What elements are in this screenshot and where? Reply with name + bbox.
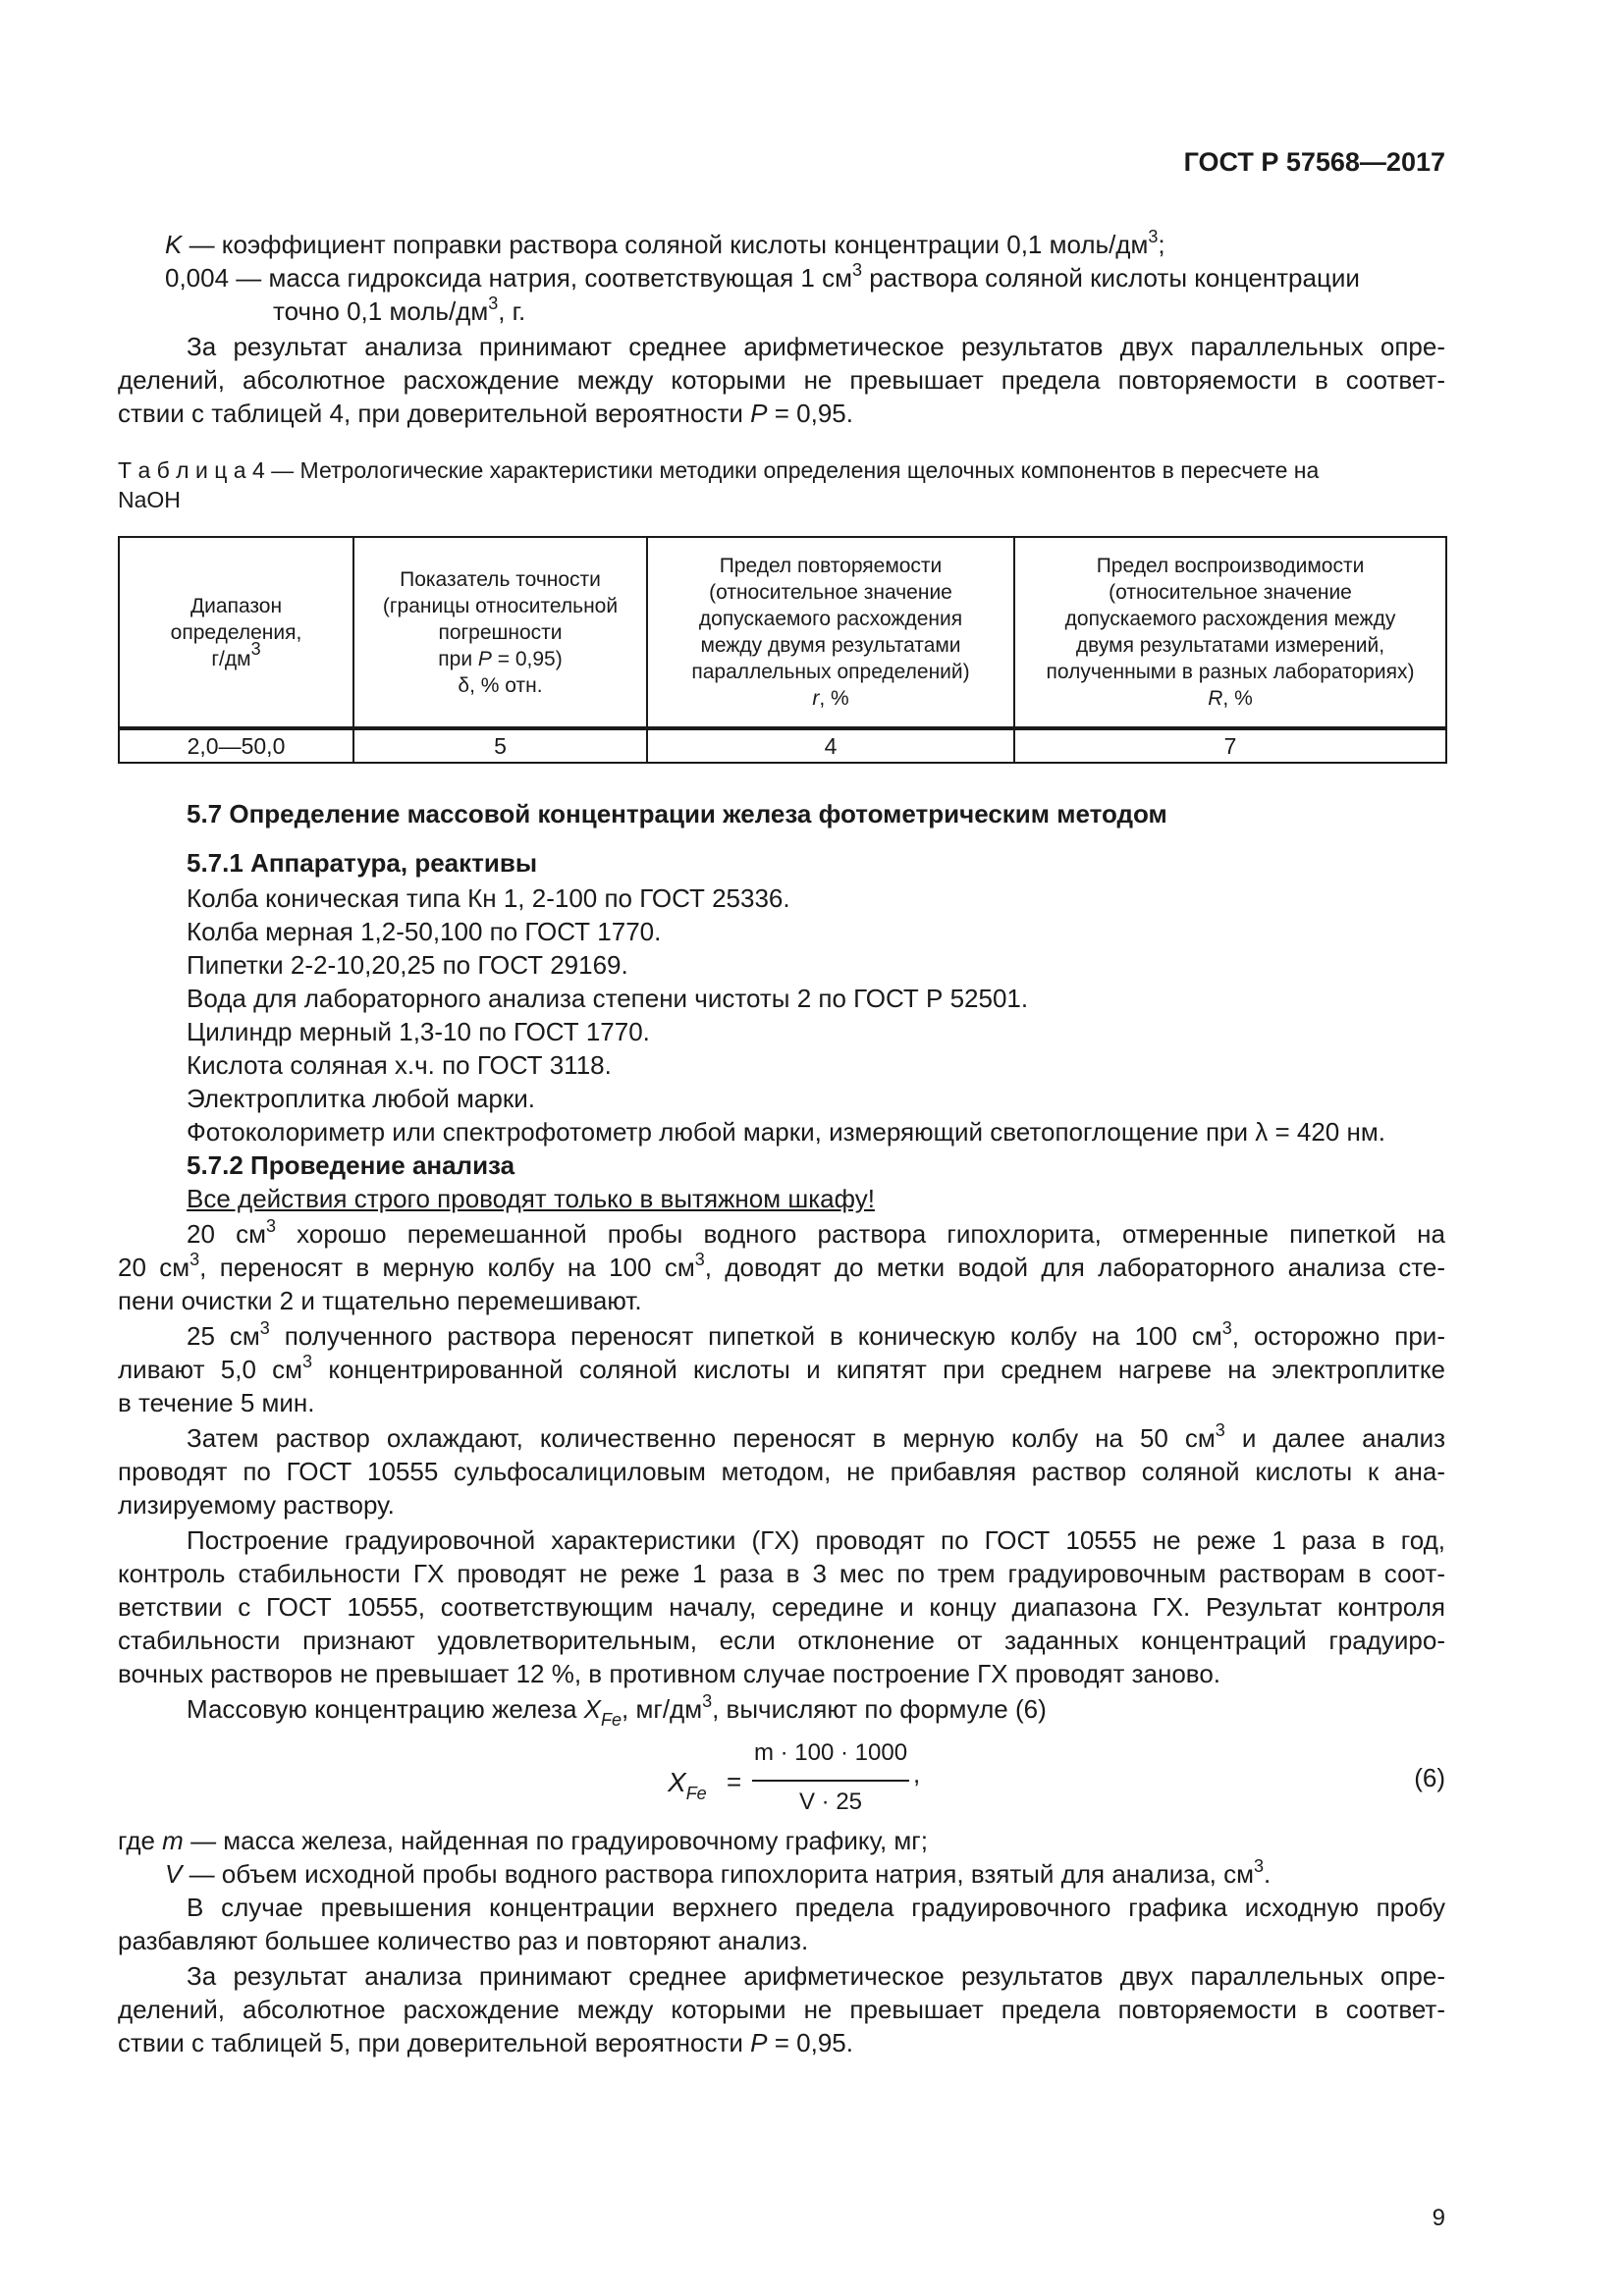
header-accuracy: Показатель точности (границы относительной погрешности при P = 0,95) δ, % отн. [353,537,647,728]
table-4 [118,536,1447,764]
list-item: Фотоколориметр или спектрофотометр любой марки, измеряющий светопоглощение при λ = 420 нм. [187,1117,1385,1147]
p2-line2: ливают 5,0 $см^3$ концентрированной соляной кислоты и кипятят при среднем нагреве на электроплитке [118,1352,1446,1384]
list-item: Колба мерная 1,2-50,100 по ГОСТ 1770. [187,917,662,946]
where-v: V — объем исходной пробы водного раствора гипохлорита натрия, взятый для анализа, $см^3$. [165,1856,1272,1889]
p4-line3: ветствии с ГОСТ 10555, соответствующим началу, середине и концу диапазона ГХ. Результат контроля [118,1592,1445,1622]
p2-line3: в течение 5 мин. [118,1388,315,1417]
fraction-bar [752,1780,909,1782]
formula-comma: , [913,1759,921,1789]
section-5-7-1-title: 5.7.1 Аппаратура, реактивы [187,848,538,878]
list-item: Пипетки 2-2-10,20,25 по ГОСТ 29169. [187,950,628,980]
cell-reproducibility: 7 [1014,728,1446,763]
mass-definition-line2: точно 0,1 моль/$дм^3$, г. [273,294,526,326]
header-range: Диапазон определения, $г/дм^3$ [119,537,353,728]
p7-line2: делений, абсолютное расхождение между которыми не превышает предела повторяемости в соответ- [118,1995,1445,2024]
list-item: Колба коническая типа Кн 1, 2-100 по ГОСТ 25336. [187,883,790,913]
list-item: Цилиндр мерный 1,3-10 по ГОСТ 1770. [187,1017,650,1046]
header-repeatability: Предел повторяемости (относительное значение допускаемого расхождения между двумя результатами параллельных определений) r, % [647,537,1014,728]
where-m: где m — масса железа, найденная по градуировочному графику, мг; [118,1826,928,1855]
cell-range: 2,0—50,0 [119,728,353,763]
section-5-7-title: 5.7 Определение массовой концентрации железа фотометрическим методом [187,799,1167,828]
p3-line2: проводят по ГОСТ 10555 сульфосалициловым методом, не прибавляя раствор соляной кислоты к ана- [118,1457,1445,1486]
p4-line1: Построение градуировочной характеристики (ГХ) проводят по ГОСТ 10555 не реже 1 раза в год, [187,1525,1445,1555]
p7-line1: За результат анализа принимают среднее арифметическое результатов двух параллельных опре- [187,1961,1445,1991]
table4-caption-line2: NaOH [118,487,181,512]
p7-line3: ствии с таблицей 5, при доверительной вероятности P = 0,95. [118,2028,853,2057]
p6-line2: разбавляют большее количество раз и повторяют анализ. [118,1926,809,1955]
result-paragraph-line1: За результат анализа принимают среднее арифметическое результатов двух параллельных опре- [187,332,1445,361]
section-5-7-2-title: 5.7.2 Проведение анализа [187,1150,515,1180]
list-item: Вода для лабораторного анализа степени чистоты 2 по ГОСТ Р 52501. [187,984,1029,1013]
p3-line3: лизируемому раствору. [118,1490,395,1520]
p6-line1: В случае превышения концентрации верхнего предела градуировочного графика исходную пробу [187,1893,1445,1922]
header-reproducibility: Предел воспроизводимости (относительное значение допускаемого расхождения между двумя результатами измерений, полученными в разных лабораториях) R, % [1014,537,1446,728]
equation-number: (6) [1414,1763,1445,1792]
formula-numerator: m · 100 · 1000 [753,1739,908,1766]
mass-definition-line1: 0,004 — масса гидроксида натрия, соответствующая 1 $см^3$ раствора соляной кислоты концентрации [165,260,1360,293]
page-number: 9 [1432,2205,1445,2231]
safety-warning: Все действия строго проводят только в вытяжном шкафу! [187,1184,875,1213]
k-definition: K — коэффициент поправки раствора соляной кислоты концентрации 0,1 моль/$дм^3$; [165,227,1165,259]
p4-line4: стабильности признают удовлетворительным, если отклонение от заданных концентраций градуиро- [118,1626,1445,1655]
cell-repeatability: 4 [647,728,1014,763]
result-paragraph-line2: делений, абсолютное расхождение между которыми не превышает предела повторяемости в соответ- [118,365,1445,395]
p3-line1: Затем раствор охлаждают, количественно переносят в мерную колбу на 50 $см^3$ и далее анализ [187,1420,1446,1453]
formula-6 [668,1737,933,1826]
p1-line3: пени очистки 2 и тщательно перемешивают. [118,1286,642,1315]
list-item: Кислота соляная х.ч. по ГОСТ 3118. [187,1050,612,1080]
result-paragraph-line3: ствии с таблицей 4, при доверительной вероятности P = 0,95. [118,399,853,428]
p4-line2: контроль стабильности ГХ проводят не реже 1 раза в 3 мес по трем градуировочным растворам в соот- [118,1559,1445,1588]
table-row [119,728,1446,763]
p1-line2: 20 $см^3$, переносят в мерную колбу на 100 $см^3$, доводят до метки водой для лабораторного анализа сте- [118,1250,1446,1282]
table-header-row [119,537,1446,728]
formula-equals: = [727,1767,742,1796]
formula-lhs: $X_{Fe}$ [668,1767,707,1803]
table4-caption-line1: Т а б л и ц а 4 — Метрологические характеристики методики определения щелочных компонентов в пересчете на [118,457,1320,483]
formula-denominator: V · 25 [798,1789,863,1815]
cell-accuracy: 5 [353,728,647,763]
p2-line1: 25 $см^3$ полученного раствора переносят пипеткой в коническую колбу на 100 $см^3$, осторожно при- [187,1318,1445,1351]
p5-line1: Массовую концентрацию железа $X_{Fe}$, $мг/дм^3$, вычисляют по формуле (6) [187,1691,1047,1730]
list-item: Электроплитка любой марки. [187,1084,535,1113]
p4-line5: вочных растворов не превышает 12 %, в противном случае построение ГХ проводят заново. [118,1659,1221,1688]
p1-line1: 20 $см^3$ хорошо перемешанной пробы водного раствора гипохлорита, отмеренные пипеткой на [187,1216,1445,1249]
document-code: ГОСТ Р 57568—2017 [1183,147,1445,177]
